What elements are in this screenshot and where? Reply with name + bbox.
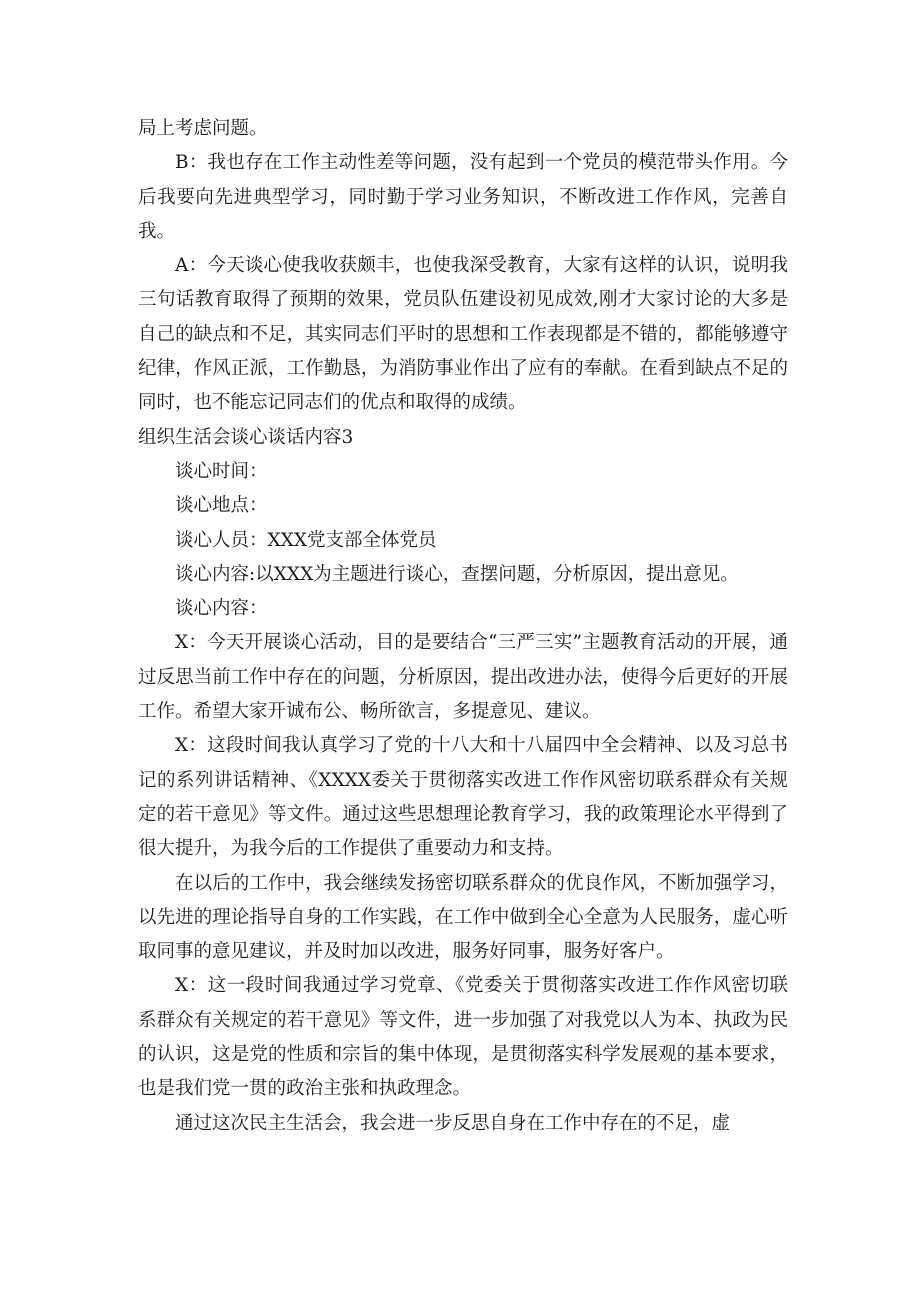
paragraph-b-statement: B：我也存在工作主动性差等问题，没有起到一个党员的模范带头作用。今后我要向先进典型学习，同时勤于学习业务知识，不断改进工作作风，完善自我。 xyxy=(138,152,788,242)
paragraph-x-study: X：这段时间我认真学习了党的十八大和十八届四中全会精神、以及习总书记的系列讲话精神、《XXXX委关于贯彻落实改进工作作风密切联系群众有关规定的若干意见》等文件。通过这些思想理论教育学习，我的政策理论水平得到了很大提升，为我今后的工作提供了重要动力和支持。 xyxy=(138,735,788,860)
talk-participants-field: 谈心人员：XXX党支部全体党员 xyxy=(175,529,437,551)
paragraph-continuation: 局上考虑问题。 xyxy=(138,118,268,139)
paragraph-a-summary: A：今天谈心使我收获颇丰，也使我深受教育，大家有这样的认识，说明我三句话教育取得了预期的效果，党员队伍建设初见成效,刚才大家讨论的大多是自己的缺点和不足，其实同志们平时的思想和工作表现都是不错的，都能够遵守纪律，作风正派，工作勤恳，为消防事业作出了应有的奉献。在看到缺点不足的同时，也不能忘记同志们的优点和取得的成绩。 xyxy=(138,255,788,414)
talk-location-field: 谈心地点： xyxy=(175,495,268,517)
paragraph-closing: 通过这次民主生活会，我会进一步反思自身在工作中存在的不足，虚 xyxy=(175,1112,731,1134)
talk-content-label: 谈心内容： xyxy=(175,598,268,620)
paragraph-future-work: 在以后的工作中，我会继续发扬密切联系群众的优良作风，不断加强学习，以先进的理论指导自身的工作实践，在工作中做到全心全意为人民服务，虚心听取同事的意见建议，并及时加以改进，服务好同事，服务好客户。 xyxy=(138,872,788,963)
talk-topic-field: 谈心内容:以XXX为主题进行谈心，查摆问题，分析原因，提出意见。 xyxy=(175,563,739,585)
paragraph-x-party-charter: X：这一段时间我通过学习党章、《党委关于贯彻落实改进工作作风密切联系群众有关规定的若干意见》等文件，进一步加强了对我党以人为本、执政为民的认识，这是党的性质和宗旨的集中体现，是贯彻落实科学发展观的基本要求，也是我们党一贯的政治主张和执政理念。 xyxy=(138,975,788,1100)
talk-time-field: 谈心时间： xyxy=(175,460,268,482)
document-body xyxy=(138,112,788,1141)
paragraph-x-opening: X：今天开展谈心活动，目的是要结合“三严三实”主题教育活动的开展，通过反思当前工作中存在的问题，分析原因，提出改进办法，使得今后更好的开展工作。希望大家开诚布公、畅所欲言，多提意见、建议。 xyxy=(138,632,788,723)
section-heading: 组织生活会谈心谈话内容3 xyxy=(138,426,354,448)
